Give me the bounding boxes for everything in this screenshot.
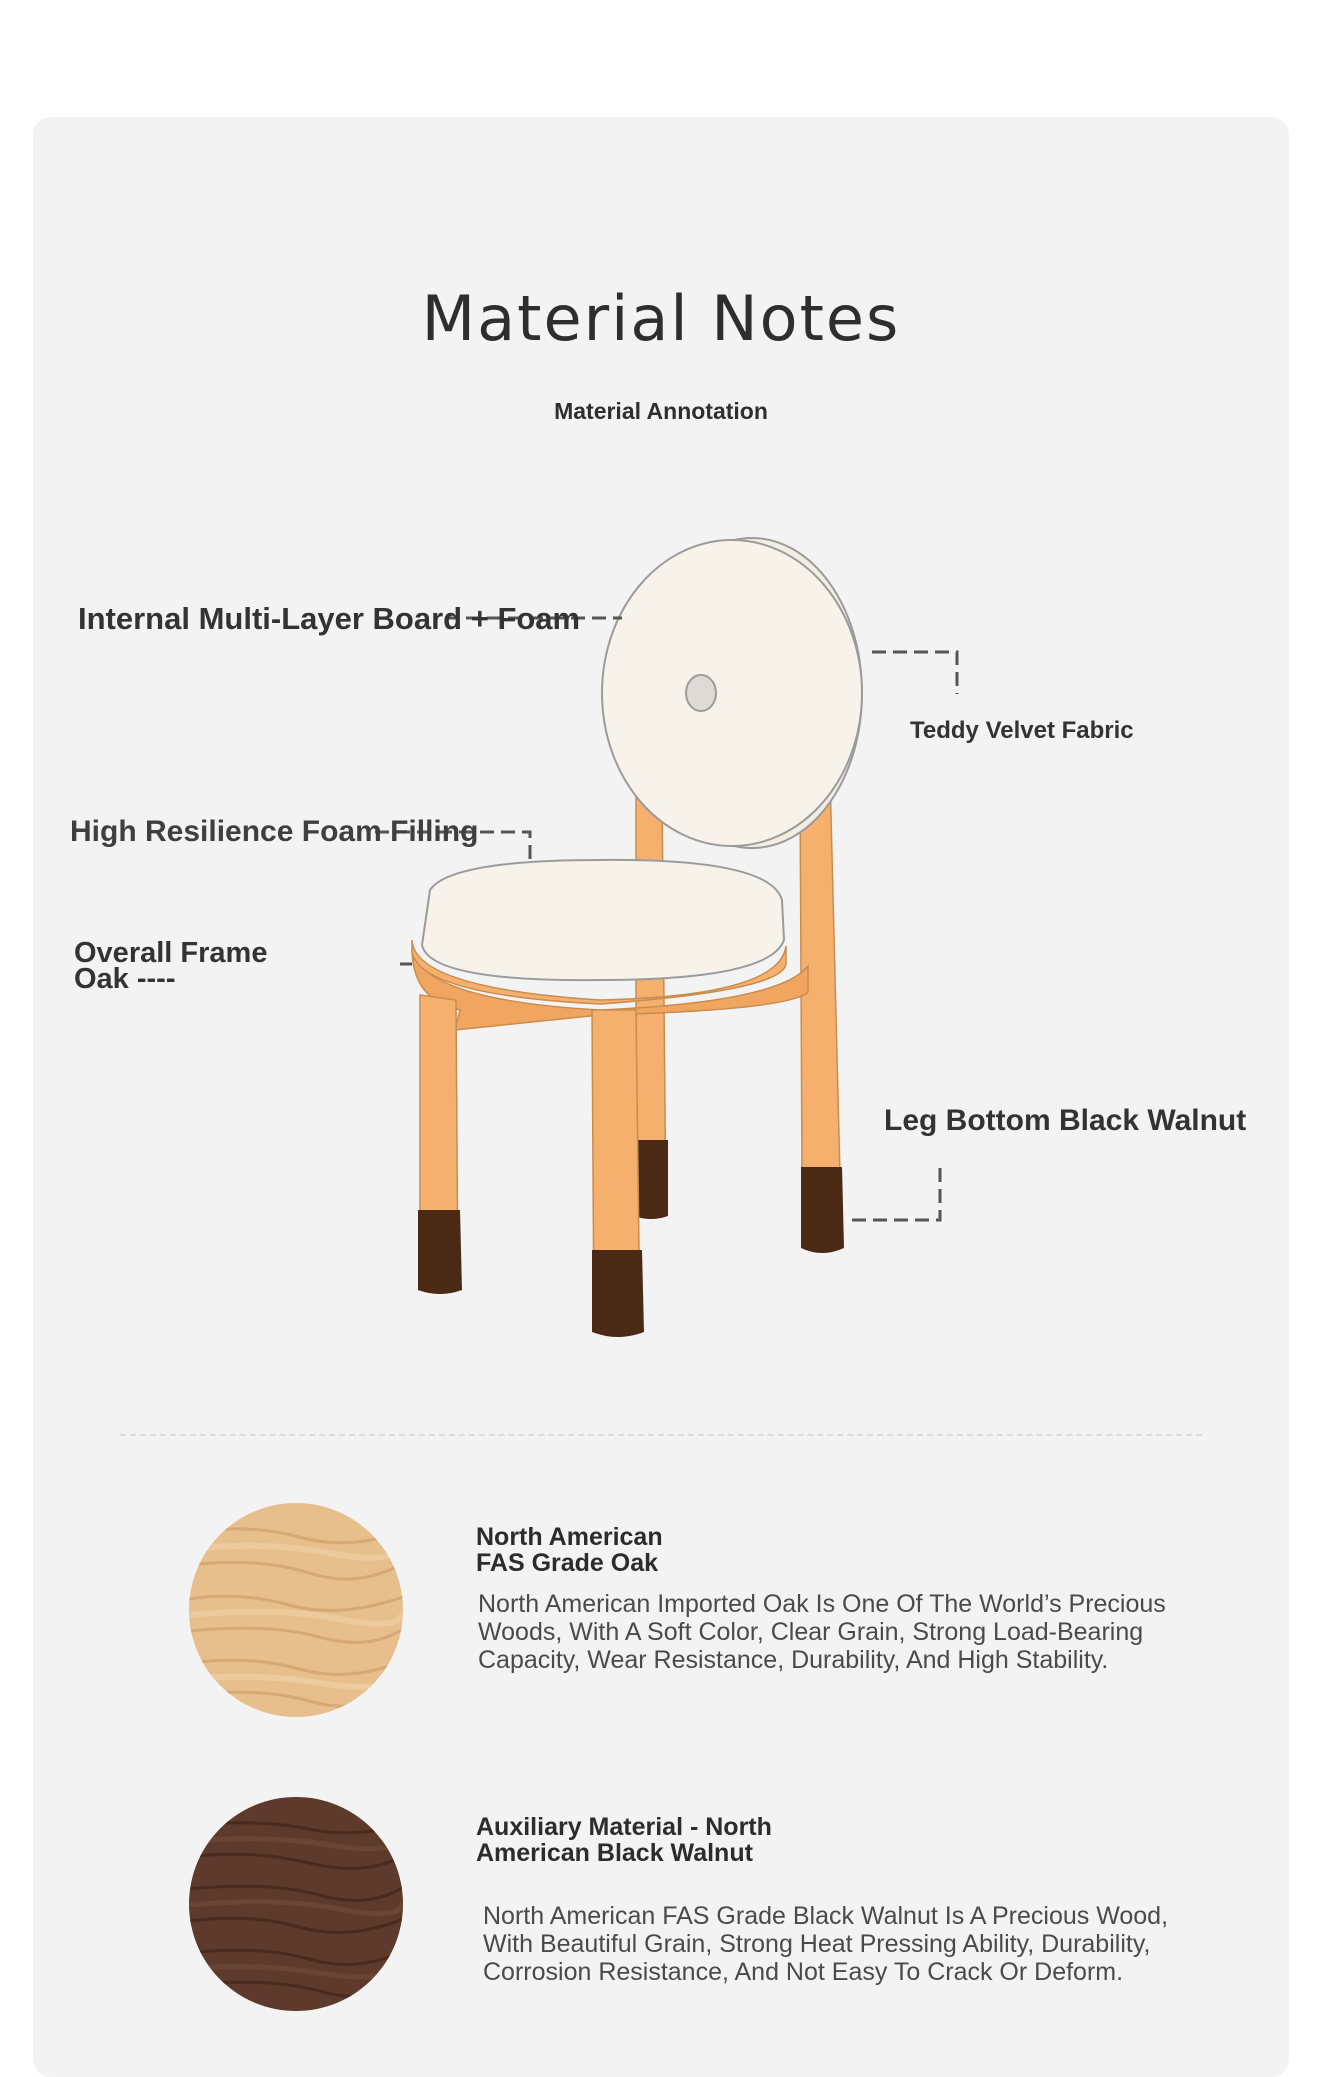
annotation-leg-bottom: Leg Bottom Black Walnut (884, 1104, 1247, 1137)
seat-cushion (422, 860, 784, 980)
annotation-frame-line2: Oak ---- (74, 963, 176, 995)
back-right-leg (800, 775, 844, 1253)
annotation-foam-filling: High Resilience Foam Filling (70, 815, 479, 848)
oak-title-line1: North American (476, 1523, 663, 1551)
chair-backrest (602, 538, 862, 848)
annotation-board-foam: Internal Multi-Layer Board + Foam (78, 601, 581, 636)
oak-swatch (189, 1503, 403, 1717)
oak-material-title (476, 1524, 663, 1576)
walnut-material-description: North American FAS Grade Black Walnut Is A Precious Wood, With Beautiful Grain, Strong Heat Pressing Ability, Durability, Corrosion Resistance, And Not Easy To Crack Or Deform. (483, 1902, 1169, 1986)
oak-title-line2: FAS Grade Oak (476, 1549, 659, 1577)
walnut-swatch (189, 1797, 403, 2011)
front-left-leg (418, 995, 462, 1294)
page-title: Material Notes (421, 282, 901, 355)
front-right-leg (592, 1010, 644, 1337)
walnut-title-line2: American Black Walnut (476, 1839, 753, 1867)
back-left-leg (634, 790, 668, 1219)
section-divider (120, 1434, 1202, 1436)
walnut-material-title (476, 1814, 772, 1866)
annotation-teddy-velvet: Teddy Velvet Fabric (910, 717, 1134, 744)
oak-material-description: North American Imported Oak Is One Of The World’s Precious Woods, With A Soft Color, Clear Grain, Strong Load-Bearing Capacity, Wear Resistance, Durability, And High Stability. (478, 1590, 1166, 1674)
walnut-title-line1: Auxiliary Material - North (476, 1813, 772, 1841)
annotation-overall-frame (74, 937, 268, 995)
page-subtitle: Material Annotation (554, 398, 768, 424)
annotation-frame-line1: Overall Frame (74, 937, 268, 969)
